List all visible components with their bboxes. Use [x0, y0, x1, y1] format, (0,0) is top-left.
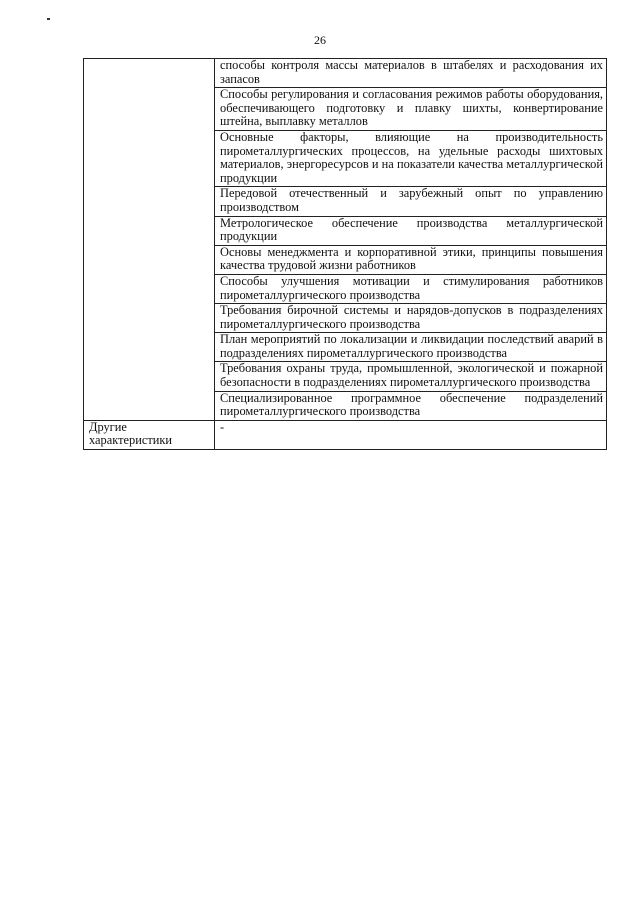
knowledge-item: Основные факторы, влияющие на производительность пирометаллургических процессов, на удельные расходы шихтовых материалов, энергоресурсов и на показатели качества металлургической продукции — [215, 130, 607, 186]
knowledge-item: Способы улучшения мотивации и стимулирования работников пирометаллургического производства — [215, 274, 607, 303]
table-row — [84, 420, 607, 449]
table-row — [84, 59, 607, 88]
knowledge-item: Специализированное программное обеспечение подразделений пирометаллургического производства — [215, 391, 607, 420]
knowledge-item: Основы менеджмента и корпоративной этики, принципы повышения качества трудовой жизни работников — [215, 245, 607, 274]
knowledge-item: Требования охраны труда, промышленной, экологической и пожарной безопасности в подразделениях пирометаллургического производства — [215, 362, 607, 391]
knowledge-item: способы контроля массы материалов в штабелях и расходования их запасов — [215, 59, 607, 88]
knowledge-item: Метрологическое обеспечение производства металлургической продукции — [215, 216, 607, 245]
knowledge-item: Способы регулирования и согласования режимов работы оборудования, обеспечивающего подготовку и плавку шихты, конвертирование штейна, выплавку металлов — [215, 88, 607, 131]
knowledge-item: План мероприятий по локализации и ликвидации последствий аварий в подразделениях пирометаллургического производства — [215, 333, 607, 362]
knowledge-item: Требования бирочной системы и нарядов-допусков в подразделениях пирометаллургического производства — [215, 304, 607, 333]
knowledge-item: Передовой отечественный и зарубежный опыт по управлению производством — [215, 187, 607, 216]
other-characteristics-label: Другие характеристики — [84, 420, 215, 449]
other-characteristics-value: - — [215, 420, 607, 449]
scan-speck — [47, 18, 50, 20]
requirements-table — [83, 58, 607, 450]
page-number: 26 — [314, 33, 326, 47]
knowledge-label-cell — [84, 59, 215, 421]
